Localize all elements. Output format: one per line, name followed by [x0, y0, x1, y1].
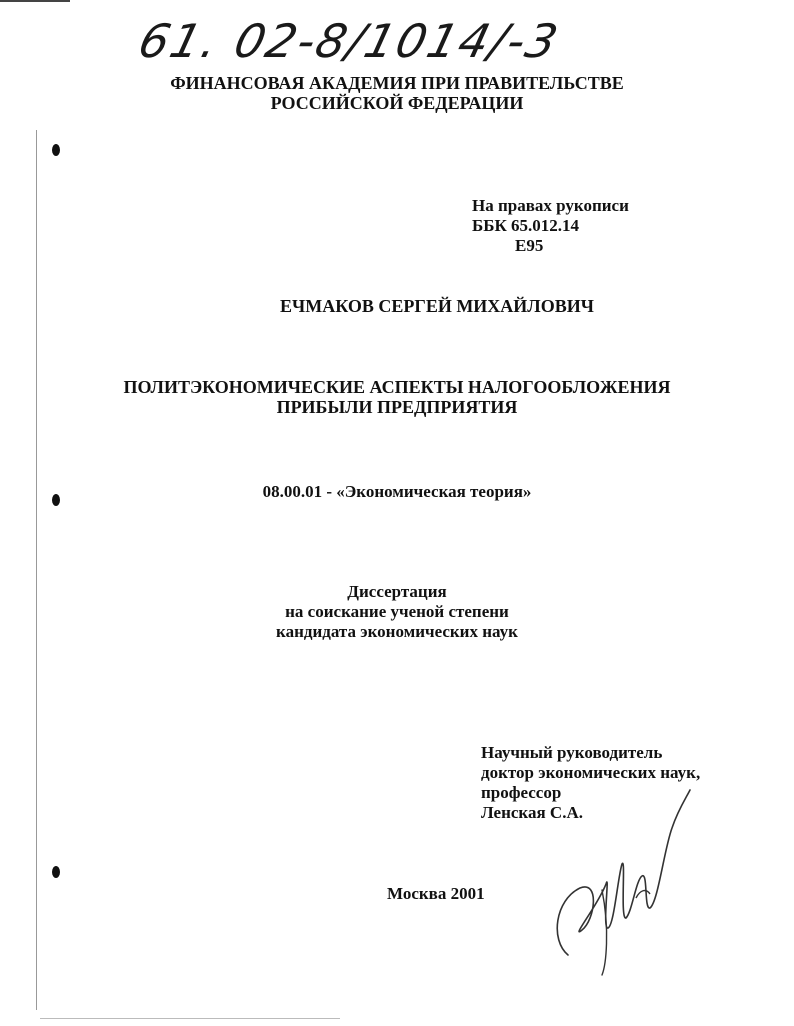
dissertation-line-1: Диссертация: [347, 582, 447, 601]
specialty: 08.00.01 - «Экономическая теория»: [262, 482, 532, 501]
institution-line-2: РОССИЙСКОЙ ФЕДЕРАЦИИ: [270, 93, 524, 113]
supervisor-line-1: Научный руководитель: [481, 743, 663, 762]
title-line-1: ПОЛИТЭКОНОМИЧЕСКИЕ АСПЕКТЫ НАЛОГООБЛОЖЕНИЯ: [123, 377, 671, 397]
punch-hole-bottom: [52, 866, 60, 878]
manuscript-rights: На правах рукописи: [472, 196, 629, 215]
handwritten-code: 61. 02-8/1014/-3: [133, 14, 565, 68]
top-edge-mark: [0, 0, 70, 2]
author-name: ЕЧМАКОВ СЕРГЕЙ МИХАЙЛОВИЧ: [280, 296, 594, 316]
institution-line-1: ФИНАНСОВАЯ АКАДЕМИЯ ПРИ ПРАВИТЕЛЬСТВЕ: [170, 73, 624, 93]
manuscript-code: Е95: [515, 236, 544, 255]
manuscript-bbk: ББК 65.012.14: [472, 216, 580, 235]
supervisor-line-3: профессор: [481, 783, 562, 802]
dissertation-line-2: на соискание ученой степени: [285, 602, 509, 621]
bottom-edge-mark: [40, 1018, 340, 1019]
supervisor-line-2: доктор экономических наук,: [481, 763, 701, 782]
title-line-2: ПРИБЫЛИ ПРЕДПРИЯТИЯ: [276, 397, 518, 417]
margin-line: [36, 130, 37, 1010]
place-year: Москва 2001: [387, 884, 485, 903]
supervisor-line-4: Ленская С.А.: [481, 803, 583, 822]
dissertation-line-3: кандидата экономических наук: [276, 622, 518, 641]
signature: [540, 780, 700, 980]
punch-hole-top: [52, 144, 60, 156]
